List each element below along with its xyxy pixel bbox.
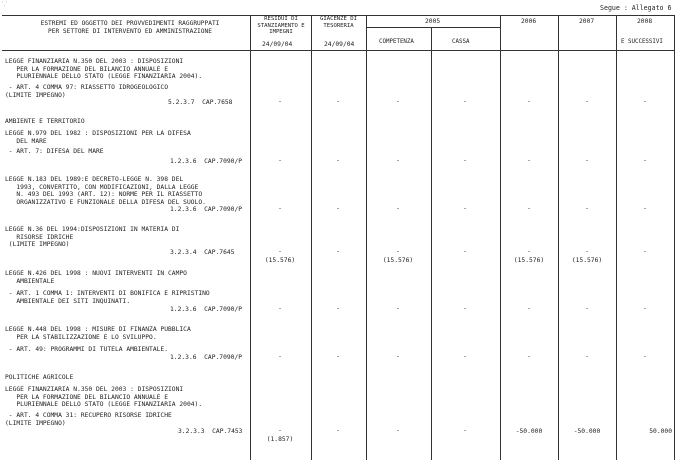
- header-cassa: CASSA: [452, 39, 470, 45]
- value-cell: -: [336, 248, 340, 255]
- subvalue-cell: (15.576): [513, 257, 545, 264]
- value-cell: -: [463, 305, 467, 312]
- subvalue-cell: (15.576): [382, 257, 414, 264]
- value-cell: -: [396, 248, 400, 255]
- col-divider: [558, 15, 559, 460]
- row-description: LEGGE N.979 DEL 1982 : DISPOSIZIONI PER LA DIFESA DEL MARE: [5, 130, 191, 145]
- value-cell: -: [527, 305, 531, 312]
- value-cell: -: [336, 305, 340, 312]
- row-description: - ART. 4 COMMA 31: RECUPERO RISORSE IDRICHE (LIMITE IMPEGNO): [5, 412, 172, 427]
- header-2007: 2007: [579, 18, 595, 25]
- value-cell: -: [585, 205, 589, 212]
- value-cell: -: [643, 157, 647, 164]
- value-cell: -: [643, 248, 647, 255]
- col-divider: [311, 15, 312, 460]
- value-cell: -: [278, 157, 282, 164]
- row-description: - ART. 1 COMMA 1: INTERVENTI DI BONIFICA E RIPRISTINO AMBIENTALE DEI SITI INQUINATI.: [5, 290, 210, 305]
- value-cell: -: [463, 157, 467, 164]
- value-cell: -: [336, 157, 340, 164]
- value-cell: -: [396, 98, 400, 105]
- value-cell: -: [527, 353, 531, 360]
- year-2005-divider: [366, 27, 500, 28]
- value-cell: -: [527, 98, 531, 105]
- row-description: - ART. 7: DIFESA DEL MARE: [5, 148, 104, 155]
- header-2006: 2006: [521, 18, 537, 25]
- row-description: LEGGE N.36 DEL 1994:DISPOSIZIONI IN MATERIA DI RISORSE IDRICHE (LIMITE IMPEGNO): [5, 226, 180, 248]
- col-divider: [431, 27, 432, 460]
- value-cell: -: [463, 353, 467, 360]
- col-divider: [500, 15, 501, 460]
- value-cell: -: [396, 427, 400, 434]
- subvalue-cell: (1.857): [266, 436, 294, 443]
- row-description: LEGGE FINANZIARIA N.350 DEL 2003 : DISPOSIZIONI PER LA FORMAZIONE DEL BILANCIO ANNUALE E PLURIENNALE DELLO STATO (LEGGE FINANZIARIA 2004).: [5, 386, 203, 408]
- row-description: LEGGE N.183 DEL 1989:E DECRETO-LEGGE N. 398 DEL 1993, CONVERTITO, CON MODIFICAZIONI, DALLA LEGGE N. 493 DEL 1993 (ART. 12): NORME PER IL RIASSETTO ORGANIZZATIVO E FUNZIONALE DELLA DIFESA DEL SUOLO.: [5, 176, 206, 206]
- subvalue-cell: (15.576): [264, 257, 296, 264]
- header-giacenze: GIACENZE DI TESORERIA: [319, 16, 358, 29]
- value-cell: 50.000: [649, 428, 672, 435]
- value-cell: -: [643, 305, 647, 312]
- value-cell: -: [585, 157, 589, 164]
- value-cell: -: [336, 353, 340, 360]
- row-description: LEGGE N.448 DEL 1998 : MISURE DI FINANZA PUBBLICA PER LA STABILIZZAZIONE E LO SVILUPPO.: [5, 326, 191, 341]
- section-heading: AMBIENTE E TERRITORIO: [5, 118, 85, 125]
- col-divider: [616, 15, 617, 460]
- value-cell: -: [527, 157, 531, 164]
- row-code: 1.2.3.6 CAP.7090/P: [170, 306, 243, 313]
- header-2005: 2005: [425, 18, 441, 25]
- row-description: LEGGE N.426 DEL 1998 : NUOVI INTERVENTI IN CAMPO AMBIENTALE: [5, 270, 187, 285]
- header-top: Segue : Allegato 6: [600, 4, 672, 12]
- value-cell: -50.000: [515, 428, 543, 435]
- value-cell: -: [278, 98, 282, 105]
- value-cell: -: [585, 248, 589, 255]
- header-giacenze-date: 24/09/04: [324, 41, 355, 48]
- row-code: 1.2.3.6 CAP.7090/P: [170, 206, 243, 213]
- value-cell: -: [396, 157, 400, 164]
- row-code: 1.2.3.6 CAP.7090/P: [170, 354, 243, 361]
- header-competenza: COMPETENZA: [379, 39, 414, 45]
- row-description: LEGGE FINANZIARIA N.350 DEL 2003 : DISPOSIZIONI PER LA FORMAZIONE DEL BILANCIO ANNUALE E PLURIENNALE DELLO STATO (LEGGE FINANZIARIA 2004).: [5, 58, 203, 80]
- value-cell: -50.000: [573, 428, 601, 435]
- value-cell: -: [396, 205, 400, 212]
- value-cell: -: [463, 248, 467, 255]
- corner-mark: ⸪: [2, 1, 8, 8]
- row-code: 3.2.3.3 CAP.7453: [178, 428, 243, 435]
- value-cell: -: [396, 305, 400, 312]
- row-code: 5.2.3.7 CAP.7658: [168, 99, 233, 106]
- value-cell: -: [336, 427, 340, 434]
- row-description: - ART. 4 COMMA 97: RIASSETTO IDROGEOLOGICO (LIMITE IMPEGNO): [5, 84, 169, 99]
- value-cell: -: [643, 98, 647, 105]
- header-successivi: E SUCCESSIVI: [621, 39, 663, 45]
- value-cell: -: [336, 98, 340, 105]
- value-cell: -: [278, 248, 282, 255]
- value-cell: -: [585, 353, 589, 360]
- value-cell: -: [527, 205, 531, 212]
- header-description: ESTREMI ED OGGETTO DEI PROVVEDIMENTI RAGGRUPPATI PER SETTORE DI INTERVENTO ED AMMINISTRAZIONE: [40, 20, 220, 35]
- col-divider: [674, 15, 675, 460]
- row-description: - ART. 49: PROGRAMMI DI TUTELA AMBIENTALE.: [5, 346, 169, 353]
- col-divider: [366, 15, 367, 460]
- value-cell: -: [643, 205, 647, 212]
- value-cell: -: [585, 305, 589, 312]
- value-cell: -: [278, 427, 282, 434]
- value-cell: -: [336, 205, 340, 212]
- value-cell: -: [463, 98, 467, 105]
- value-cell: -: [278, 353, 282, 360]
- value-cell: -: [278, 205, 282, 212]
- col-divider: [250, 15, 251, 460]
- value-cell: -: [463, 205, 467, 212]
- value-cell: -: [643, 353, 647, 360]
- value-cell: -: [278, 305, 282, 312]
- header-2008: 2008: [637, 18, 653, 25]
- row-code: 3.2.3.4 CAP.7645: [170, 249, 235, 256]
- section-heading: POLITICHE AGRICOLE: [5, 374, 74, 381]
- header-bottom-border: [2, 50, 674, 51]
- header-residui-date: 24/09/04: [262, 41, 293, 48]
- header-residui: RESIDUI DI STANZIAMENTO E IMPEGNI: [257, 16, 305, 35]
- value-cell: -: [527, 248, 531, 255]
- value-cell: -: [463, 427, 467, 434]
- subvalue-cell: (15.576): [571, 257, 603, 264]
- row-code: 1.2.3.6 CAP.7090/P: [170, 158, 243, 165]
- value-cell: -: [396, 353, 400, 360]
- value-cell: -: [585, 98, 589, 105]
